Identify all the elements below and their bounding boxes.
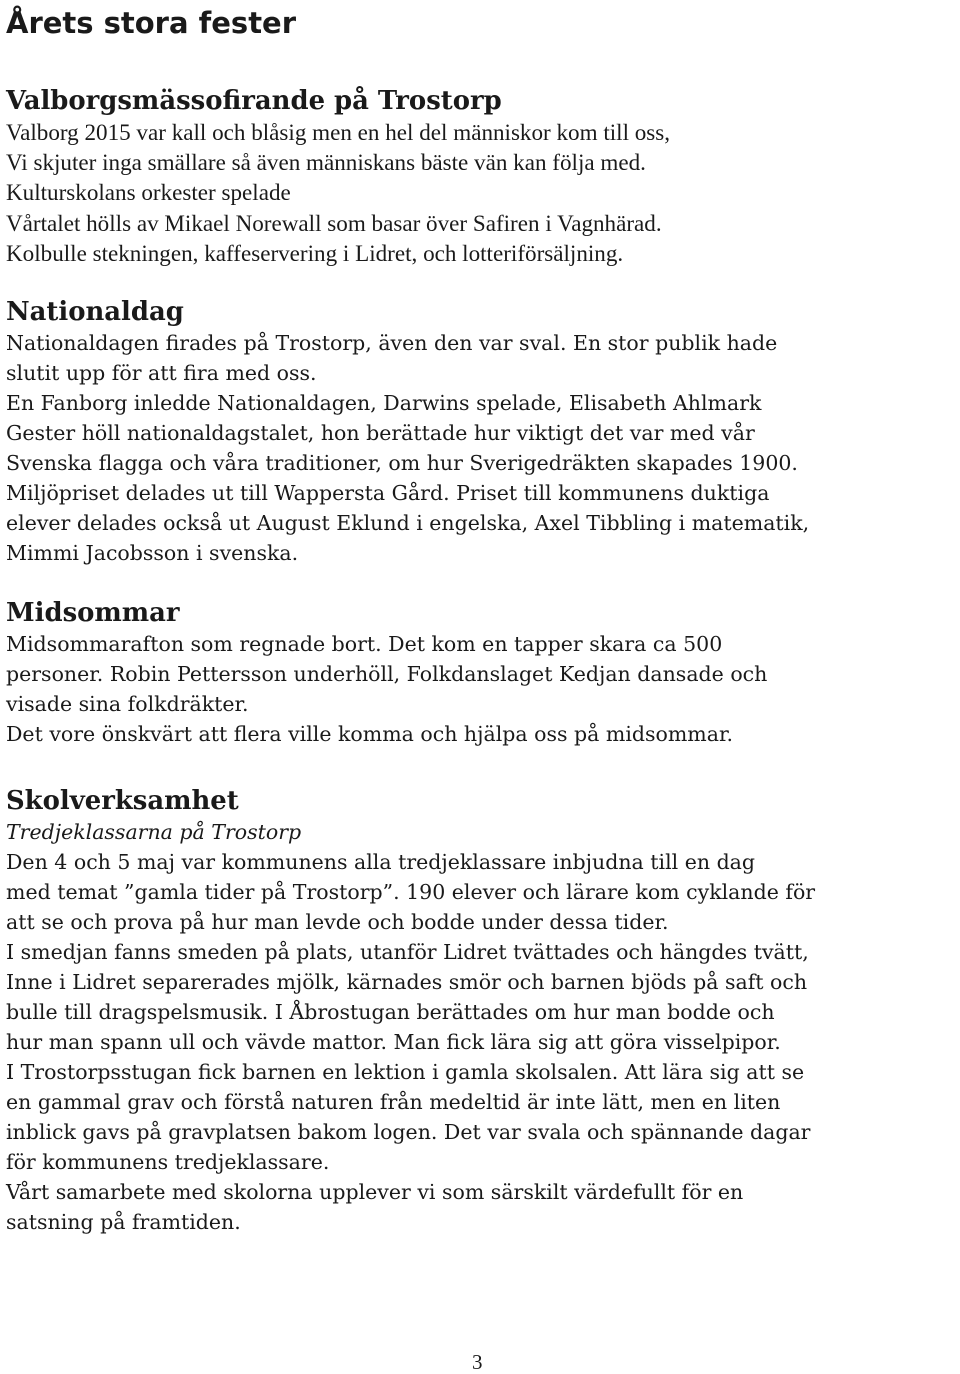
- section-heading-midsommar: Midsommar: [6, 598, 180, 628]
- text-line: Den 4 och 5 maj var kommunens alla tredjeklassare inbjudna till en dag: [6, 850, 756, 874]
- text-line: Inne i Lidret separerades mjölk, kärnades smör och barnen bjöds på saft och: [6, 970, 808, 994]
- text-line: för kommunens tredjeklassare.: [6, 1150, 330, 1174]
- text-line: Valborg 2015 var kall och blåsig men en hel del människor kom till oss,: [6, 119, 671, 145]
- text-line: en gammal grav och förstå naturen från medeltid är inte lätt, men en liten: [6, 1090, 781, 1114]
- text-line: visade sina folkdräkter.: [6, 692, 249, 716]
- section-body-valborg: [6, 117, 960, 268]
- text-line: satsning på framtiden.: [6, 1210, 241, 1234]
- text-line: Vårtalet hölls av Mikael Norewall som basar över Safiren i Vagnhärad.: [6, 209, 662, 236]
- section-heading-valborg: Valborgsmässofirande på Trostorp: [6, 86, 502, 116]
- text-line: personer. Robin Pettersson underhöll, Folkdanslaget Kedjan dansade och: [6, 662, 768, 686]
- section-subheading: Tredjeklassarna på Trostorp: [6, 820, 302, 844]
- text-line: Det vore önskvärt att flera ville komma och hjälpa oss på midsommar.: [6, 722, 734, 746]
- text-line: Miljöpriset delades ut till Wappersta Gård. Priset till kommunens duktiga: [6, 481, 770, 505]
- text-line: Midsommarafton som regnade bort. Det kom en tapper skara ca 500: [6, 632, 723, 656]
- text-line: Vårt samarbete med skolorna upplever vi som särskilt värdefullt för en: [6, 1180, 744, 1204]
- text-line: Gester höll nationaldagstalet, hon berättade hur viktigt det var med vår: [6, 421, 755, 445]
- text-line: Mimmi Jacobsson i svenska.: [6, 541, 299, 565]
- section-body-skolverksamhet: [6, 817, 960, 1237]
- text-line: I Trostorpsstugan fick barnen en lektion i gamla skolsalen. Att lära sig att se: [6, 1060, 805, 1084]
- text-line: Vi skjuter inga smällare så även människans bäste vän kan följa med.: [6, 149, 646, 176]
- text-line: En Fanborg inledde Nationaldagen, Darwins spelade, Elisabeth Ahlmark: [6, 391, 762, 415]
- text-line: med temat ”gamla tider på Trostorp”. 190 elever och lärare kom cyklande för: [6, 880, 816, 904]
- section-skolverksamhet: [6, 785, 960, 1237]
- text-line: bulle till dragspelsmusik. I Åbrostugan berättades om hur man bodde och: [6, 1000, 775, 1024]
- section-valborg: [6, 85, 960, 268]
- section-midsommar: [6, 597, 960, 749]
- text-line: Kulturskolans orkester spelade: [6, 179, 291, 206]
- section-body-midsommar: [6, 629, 960, 749]
- section-nationaldag: [6, 296, 960, 568]
- text-line: Nationaldagen firades på Trostorp, även den var sval. En stor publik hade: [6, 331, 778, 355]
- text-line: slutit upp för att fira med oss.: [6, 361, 317, 385]
- text-line: Svenska flagga och våra traditioner, om hur Sverigedräkten skapades 1900.: [6, 451, 798, 475]
- section-heading-nationaldag: Nationaldag: [6, 297, 184, 327]
- text-line: elever delades också ut August Eklund i engelska, Axel Tibbling i matematik,: [6, 511, 810, 535]
- text-line: att se och prova på hur man levde och bodde under dessa tider.: [6, 910, 669, 934]
- section-heading-skolverksamhet: Skolverksamhet: [6, 786, 239, 816]
- section-body-nationaldag: [6, 328, 960, 568]
- text-line: hur man spann ull och vävde mattor. Man fick lära sig att göra visselpipor.: [6, 1030, 781, 1054]
- text-line: Kolbulle stekningen, kaffeservering i Lidret, och lotteriförsäljning.: [6, 239, 624, 266]
- text-line: inblick gavs på gravplatsen bakom logen. Det var svala och spännande dagar: [6, 1120, 811, 1144]
- text-line: I smedjan fanns smeden på plats, utanför Lidret tvättades och hängdes tvätt,: [6, 940, 809, 964]
- page-title: Årets stora fester: [6, 6, 297, 40]
- page-number: 3: [472, 1350, 483, 1374]
